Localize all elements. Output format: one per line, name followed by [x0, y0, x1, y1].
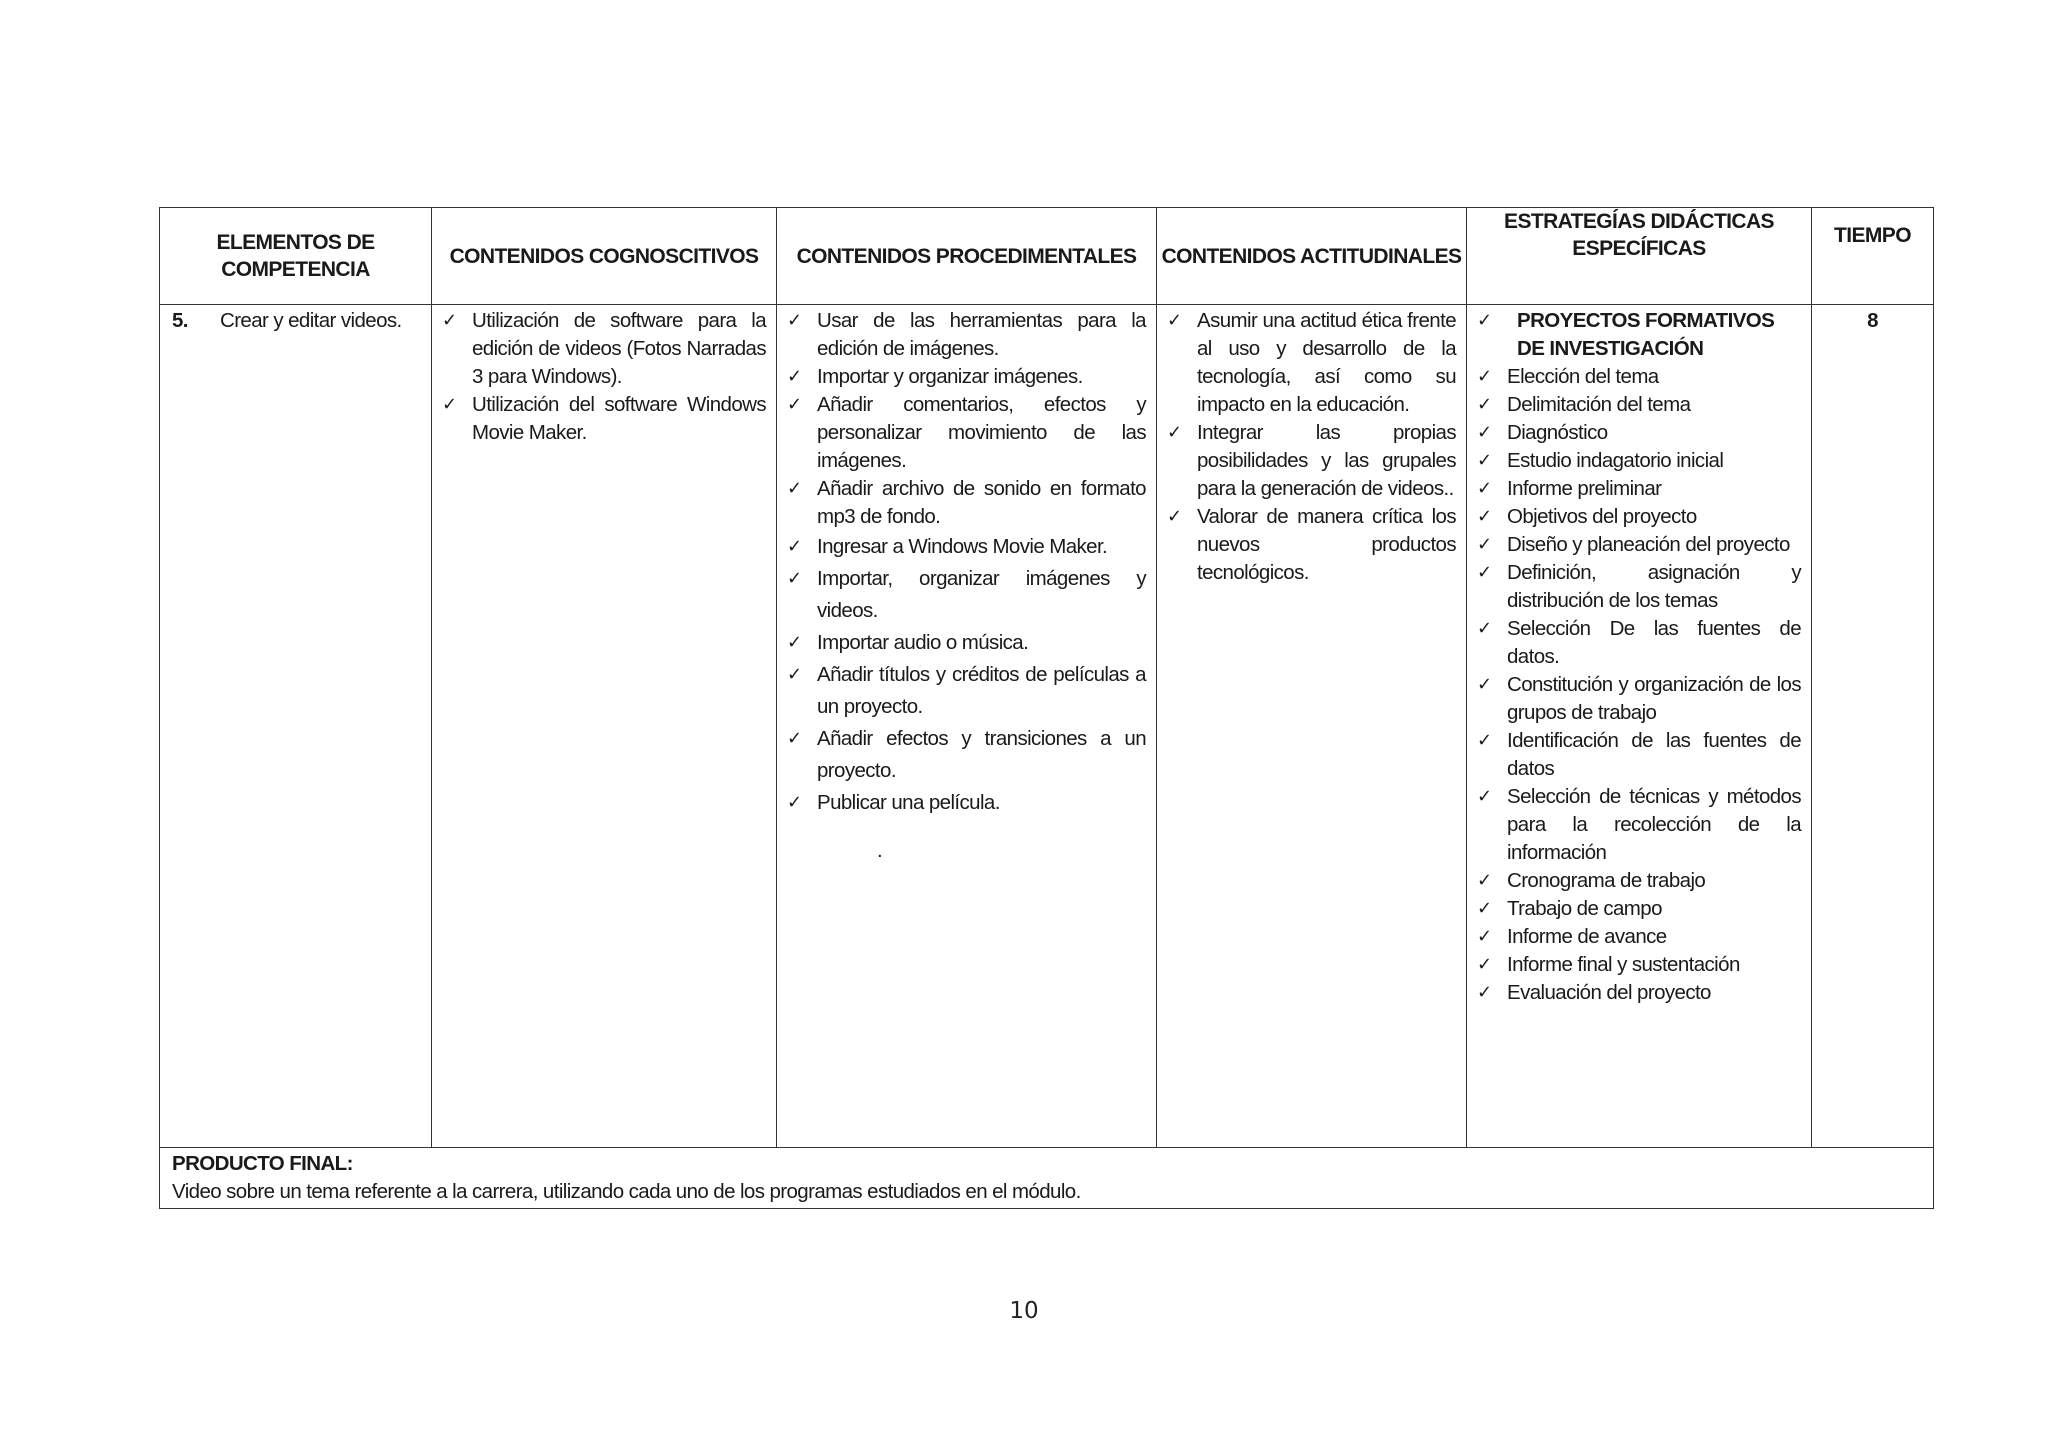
cognoscitivos-cell	[432, 305, 777, 1148]
list-item-text: Importar audio o música.	[817, 631, 1029, 654]
header-cognoscitivos: CONTENIDOS COGNOSCITIVOS	[432, 208, 777, 305]
list-item-text: Selección de técnicas y métodos para la recolección de la información	[1507, 785, 1801, 864]
checkmark-icon: ✓	[442, 310, 457, 331]
list-item	[1467, 475, 1801, 503]
list-item-text: Añadir comentarios, efectos y personalizar movimiento de las imágenes.	[817, 393, 1146, 472]
list-item-text: Utilización de software para la edición de videos (Fotos Narradas 3 para Windows).	[472, 309, 766, 388]
list-item	[1157, 503, 1456, 587]
list-item	[777, 363, 1146, 391]
producto-final-text: Video sobre un tema referente a la carrera, utilizando cada uno de los programas estudiados en el módulo.	[172, 1180, 1081, 1203]
checkmark-icon: ✓	[787, 792, 802, 813]
header-elementos: ELEMENTOS DE COMPETENCIA	[160, 208, 432, 305]
list-item	[432, 307, 766, 391]
header-tiempo: TIEMPO	[1812, 208, 1934, 305]
checkmark-icon: ✓	[787, 728, 802, 749]
list-item-text: Ingresar a Windows Movie Maker.	[817, 535, 1108, 558]
list-item-text: Elección del tema	[1507, 365, 1659, 388]
checkmark-icon: ✓	[1477, 618, 1492, 639]
page-number: 10	[1009, 1298, 1039, 1324]
cognoscitivos-list	[432, 307, 766, 447]
list-item-text: Valorar de manera crítica los nuevos productos tecnológicos.	[1197, 505, 1456, 584]
tiempo-cell	[1812, 305, 1934, 1148]
checkmark-icon: ✓	[1477, 394, 1492, 415]
checkmark-icon: ✓	[1477, 478, 1492, 499]
checkmark-icon: ✓	[1477, 954, 1492, 975]
checkmark-icon: ✓	[1477, 982, 1492, 1003]
list-item	[1467, 559, 1801, 615]
list-item-text: Diseño y planeación del proyecto	[1507, 533, 1790, 556]
checkmark-icon: ✓	[1477, 926, 1492, 947]
list-item-text: Informe final y sustentación	[1507, 953, 1740, 976]
checkmark-icon: ✓	[787, 310, 802, 331]
list-item	[1467, 671, 1801, 727]
list-item	[777, 787, 1146, 819]
header-estrategias: ESTRATEGÍAS DIDÁCTICAS ESPECÍFICAS	[1467, 208, 1812, 305]
checkmark-icon: ✓	[1477, 422, 1492, 443]
element-text: Crear y editar videos.	[220, 309, 402, 332]
list-item-text: Cronograma de trabajo	[1507, 869, 1706, 892]
list-item-text: Integrar las propias posibilidades y las grupales para la generación de videos..	[1197, 421, 1456, 500]
checkmark-icon: ✓	[1477, 366, 1492, 387]
list-item-text: Publicar una película.	[817, 791, 1000, 814]
checkmark-icon: ✓	[787, 568, 802, 589]
list-item-text: Objetivos del proyecto	[1507, 505, 1697, 528]
checkmark-icon: ✓	[787, 632, 802, 653]
list-item	[1467, 503, 1801, 531]
checkmark-icon: ✓	[787, 664, 802, 685]
checkmark-icon: ✓	[787, 478, 802, 499]
list-item	[1467, 615, 1801, 671]
checkmark-icon: ✓	[1477, 898, 1492, 919]
list-item	[1467, 447, 1801, 475]
actitudinales-list	[1157, 307, 1456, 587]
checkmark-icon: ✓	[1477, 870, 1492, 891]
list-item	[1467, 951, 1801, 979]
estrategias-list	[1467, 363, 1801, 1007]
procedimentales-cell	[777, 305, 1157, 1148]
header-procedimentales: CONTENIDOS PROCEDIMENTALES	[777, 208, 1157, 305]
list-item-text: Delimitación del tema	[1507, 393, 1691, 416]
list-item	[1157, 307, 1456, 419]
producto-final-row	[160, 1148, 1934, 1209]
list-item-text: Asumir una actitud ética frente al uso y desarrollo de la tecnología, así como su impacto en la educación.	[1197, 309, 1456, 416]
list-item-text: Añadir efectos y transiciones a un proyecto.	[817, 727, 1146, 782]
producto-final-cell	[160, 1148, 1934, 1209]
list-item-text: Constitución y organización de los grupos de trabajo	[1507, 673, 1801, 724]
list-item	[1467, 783, 1801, 867]
list-item	[777, 563, 1146, 627]
producto-final-label: PRODUCTO FINAL:	[172, 1152, 353, 1175]
checkmark-icon: ✓	[1477, 450, 1492, 471]
competency-table	[159, 207, 1934, 1209]
list-item	[777, 475, 1146, 531]
list-item	[1467, 727, 1801, 783]
list-item	[777, 391, 1146, 475]
list-item-text: Importar, organizar imágenes y videos.	[817, 567, 1146, 622]
content-row	[160, 305, 1934, 1148]
list-item-text: Informe de avance	[1507, 925, 1667, 948]
element-number: 5.	[172, 309, 188, 332]
list-item	[1467, 531, 1801, 559]
checkmark-icon: ✓	[787, 366, 802, 387]
list-item	[1467, 895, 1801, 923]
list-item	[1467, 867, 1801, 895]
header-actitudinales: CONTENIDOS ACTITUDINALES	[1157, 208, 1467, 305]
list-item	[777, 659, 1146, 723]
checkmark-icon: ✓	[787, 536, 802, 557]
checkmark-icon: ✓	[1477, 534, 1492, 555]
checkmark-icon: ✓	[1477, 310, 1492, 331]
list-item	[432, 391, 766, 447]
list-item	[1157, 419, 1456, 503]
list-item-text: Añadir títulos y créditos de películas a un proyecto.	[817, 663, 1146, 718]
list-item	[777, 307, 1146, 363]
list-item	[1467, 979, 1801, 1007]
list-item-text: Usar de las herramientas para la edición de imágenes.	[817, 309, 1146, 360]
checkmark-icon: ✓	[442, 394, 457, 415]
list-item-text: Estudio indagatorio inicial	[1507, 449, 1724, 472]
tiempo-value: 8	[1867, 309, 1878, 332]
checkmark-icon: ✓	[787, 394, 802, 415]
list-item-text: Definición, asignación y distribución de los temas	[1507, 561, 1801, 612]
checkmark-icon: ✓	[1477, 674, 1492, 695]
list-item	[777, 723, 1146, 787]
list-item-text: Añadir archivo de sonido en formato mp3 de fondo.	[817, 477, 1146, 528]
list-item	[1467, 923, 1801, 951]
list-item-text: Informe preliminar	[1507, 477, 1662, 500]
checkmark-icon: ✓	[1167, 506, 1182, 527]
list-item-text: Diagnóstico	[1507, 421, 1608, 444]
procedimentales-list	[777, 307, 1146, 819]
checkmark-icon: ✓	[1477, 506, 1492, 527]
estrategias-title-text: PROYECTOS FORMATIVOS DE INVESTIGACIÓN	[1517, 309, 1775, 360]
list-item-text: Trabajo de campo	[1507, 897, 1662, 920]
checkmark-icon: ✓	[1477, 786, 1492, 807]
list-item	[777, 531, 1146, 563]
list-item	[777, 627, 1146, 659]
list-item-text: Selección De las fuentes de datos.	[1507, 617, 1801, 668]
list-item-text: Utilización del software Windows Movie Maker.	[472, 393, 766, 444]
stray-dot: .	[877, 839, 883, 862]
list-item	[1467, 419, 1801, 447]
actitudinales-cell	[1157, 305, 1467, 1148]
checkmark-icon: ✓	[1167, 422, 1182, 443]
list-item	[1467, 363, 1801, 391]
list-item-text: Evaluación del proyecto	[1507, 981, 1711, 1004]
checkmark-icon: ✓	[1167, 310, 1182, 331]
elementos-cell	[160, 305, 432, 1148]
list-item	[1467, 391, 1801, 419]
header-row	[160, 208, 1934, 305]
list-item-text: Identificación de las fuentes de datos	[1507, 729, 1801, 780]
checkmark-icon: ✓	[1477, 730, 1492, 751]
estrategias-title	[1467, 307, 1801, 363]
list-item-text: Importar y organizar imágenes.	[817, 365, 1083, 388]
estrategias-cell	[1467, 305, 1812, 1148]
checkmark-icon: ✓	[1477, 562, 1492, 583]
